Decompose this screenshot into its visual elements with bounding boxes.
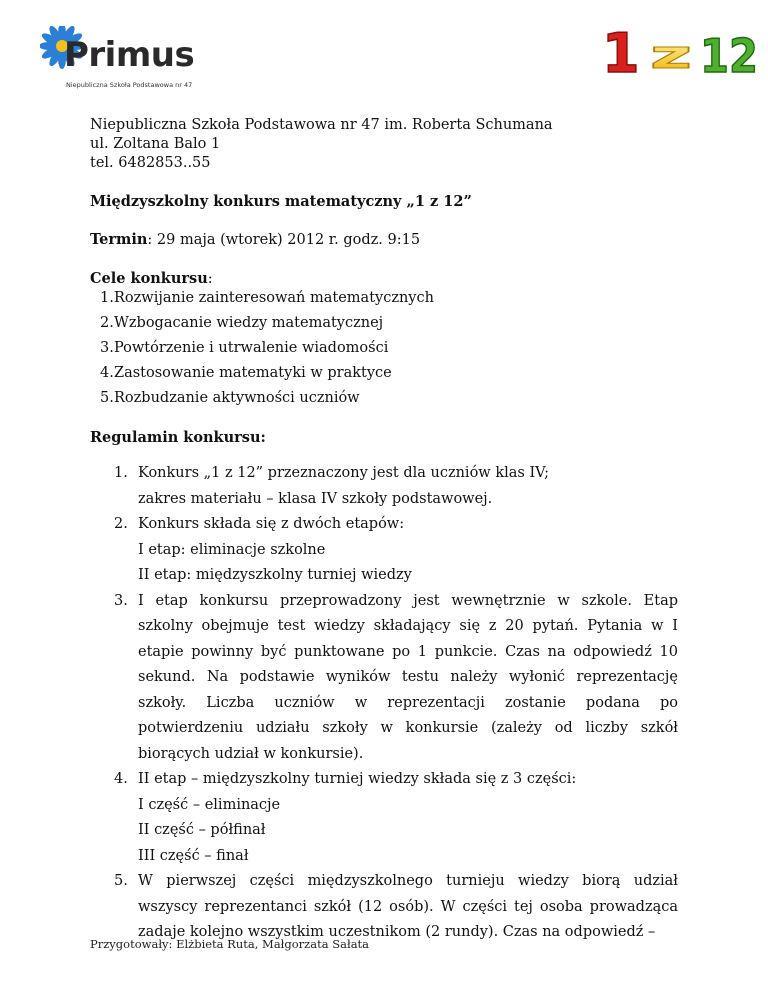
rules-heading: Regulamin konkursu: — [90, 429, 266, 446]
goals-heading: Cele konkursu: — [90, 270, 213, 287]
document-title: Międzyszkolny konkurs matematyczny „1 z 12” — [90, 193, 472, 210]
list-item: 3. I etap konkursu przeprowadzony jest wewnętrznie w szkole. Etap szkolny obejmuje test wiedzy składający się z 20 pytań. Pytania w I etapie powinny być punktowane po 1 punkcie. Czas na odpowiedź 10 sekund. Na podstawie wyników testu należy wyłonić reprezentację szkoły. Liczba uczniów w reprezentacji zostanie podana po potwierdzeniu udziału szkoły w konkursie (zależy od liczby szkół biorących udział w konkursie). — [114, 592, 678, 762]
list-item: 5. W pierwszej części międzyszkolnego turnieju wiedzy biorą udział wszyscy reprezentanci szkół (12 osób). W części tej osoba prowadząca zadaje kolejno wszystkim uczestnikom (2 rundy). Czas na odpowiedź – — [114, 873, 678, 940]
list-item: 4. II etap – międzyszkolny turniej wiedzy składa się z 3 części: I część – eliminacje II część – półfinał III część – finał — [114, 771, 577, 864]
contest-logo-one: 1 — [602, 26, 640, 80]
school-address: ul. Zoltana Balo 1 — [90, 136, 221, 152]
list-item: 4. Zastosowanie matematyki w praktyce — [100, 365, 392, 381]
contest-logo-twelve: 12 — [700, 29, 758, 80]
brand-name: Primus — [64, 35, 195, 75]
brand-subtitle: Niepubliczna Szkoła Podstawowa nr 47 — [66, 81, 193, 89]
goals-label: Cele konkursu — [90, 270, 208, 287]
list-item: 5. Rozbudzanie aktywności uczniów — [100, 390, 360, 406]
contest-logo — [600, 26, 760, 80]
date-label: Termin — [90, 231, 148, 248]
date-value: : 29 maja (wtorek) 2012 r. godz. 9:15 — [147, 232, 421, 248]
list-item: 1. Konkurs „1 z 12” przeznaczony jest dla uczniów klas IV; zakres materiału – klasa IV szkoły podstawowej. — [114, 465, 550, 507]
list-item: 2. Wzbogacanie wiedzy matematycznej — [100, 315, 384, 331]
rules-list — [90, 461, 678, 946]
school-name: Niepubliczna Szkoła Podstawowa nr 47 im. Roberta Schumana — [90, 117, 553, 133]
list-item: 1. Rozwijanie zainteresowań matematycznych — [100, 290, 434, 306]
document-body — [90, 116, 678, 946]
goals-list — [90, 289, 678, 408]
date-line — [90, 230, 678, 250]
list-item: 2. Konkurs składa się z dwóch etapów: I etap: eliminacje szkolne II etap: międzyszkolny turniej wiedzy — [114, 516, 412, 583]
contest-logo-z: z — [650, 33, 692, 77]
footer-authors: Przygotowały: Elżbieta Ruta, Małgorzata Sałata — [90, 937, 370, 951]
list-item: 3. Powtórzenie i utrwalenie wiadomości — [100, 340, 389, 356]
school-phone: tel. 6482853..55 — [90, 155, 211, 171]
